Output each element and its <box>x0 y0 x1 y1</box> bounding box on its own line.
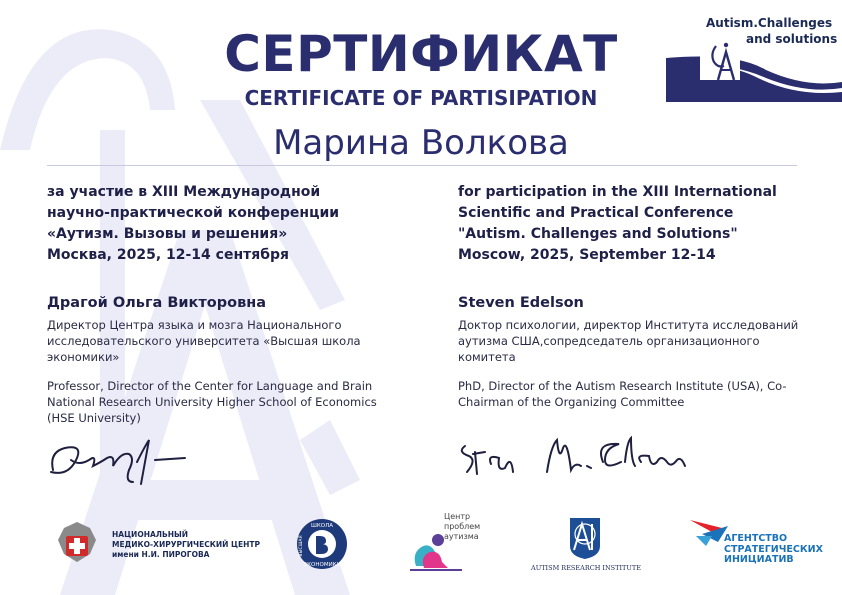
signer-name: Steven Edelson <box>458 295 584 311</box>
pirogov-logo-text: НАЦИОНАЛЬНЫЙ МЕДИКО-ХИРУРГИЧЕСКИЙ ЦЕНТР имени Н.И. ПИРОГОВА <box>112 530 261 559</box>
divider <box>47 165 797 166</box>
asi-logo-text: АГЕНТСТВО СТРАТЕГИЧЕСКИХ ИНИЦИАТИВ <box>724 533 823 565</box>
hse-ring-top: ШКОЛА <box>310 523 334 529</box>
conference-logo-line2: and solutions <box>746 32 838 46</box>
signer-role-en: Professor, Director of the Center for Language and Brain National Research University Higher School of Economics (HSE University) <box>47 379 377 425</box>
certificate-title: СЕРТИФИКАТ <box>224 25 618 83</box>
signer-role-en: PhD, Director of the Autism Research Institute (USA), Co-Chairman of the Organizing Committee <box>458 379 787 409</box>
signature-dragoy <box>45 432 195 492</box>
signer-role-ru: Доктор психологии, директор Института исследований аутизма США,сопредседатель организационного комитета <box>458 318 799 364</box>
pirogov-emblem-icon <box>52 518 102 566</box>
conference-logo-line1: Autism.Challenges <box>706 16 833 30</box>
signer-name: Драгой Ольга Викторовна <box>47 295 267 311</box>
participation-text-ru: за участие в XIII Международной научно-практической конференции «Аутизм. Вызовы и решения» Москва, 2025, 12-14 сентября <box>47 184 340 263</box>
hse-ring-bottom: ЭКОНОМИКИ <box>303 562 341 568</box>
recipient-name: Марина Волкова <box>273 123 569 163</box>
hse-logo-icon <box>296 518 348 570</box>
ari-logo-icon <box>568 516 602 560</box>
signature-edelson <box>455 432 705 487</box>
ari-logo-text: AUTISM RESEARCH INSTITUTE <box>531 564 641 572</box>
participation-text-en: for participation in the XIII International Scientific and Practical Conference "Autism. Challenges and Solutions" Moscow, 2025, September 12-14 <box>458 184 777 263</box>
certificate-subtitle: CERTIFICATE OF PARTISIPATION <box>244 86 598 110</box>
autism-center-logo-text: Центр проблем аутизма <box>444 512 481 541</box>
signer-role-ru: Директор Центра языка и мозга Национального исследовательского университета «Высшая школа экономики» <box>47 318 361 364</box>
hse-ring-left: ВЫСШАЯ <box>299 535 304 557</box>
